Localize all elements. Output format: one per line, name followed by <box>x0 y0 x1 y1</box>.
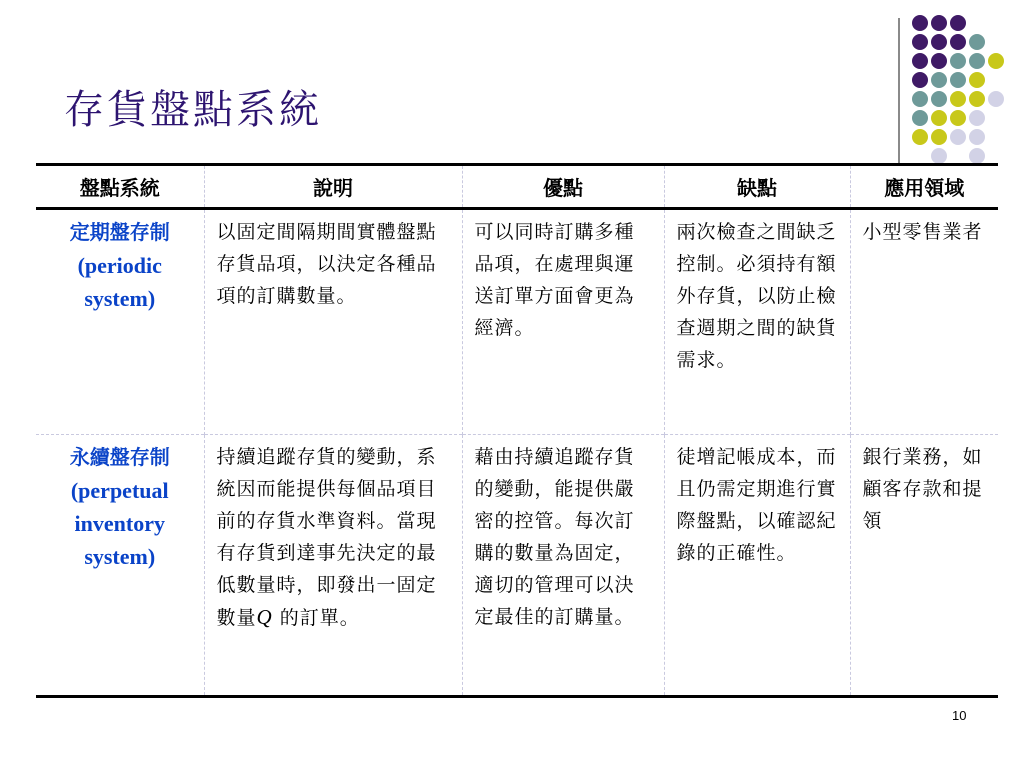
decorative-dot <box>931 15 947 31</box>
slide-title: 存貨盤點系統 <box>64 87 322 133</box>
decorative-dot <box>950 110 966 126</box>
decorative-dot <box>912 129 928 145</box>
decorative-dot <box>931 34 947 50</box>
decorative-dot <box>931 72 947 88</box>
system-name-zh: 永續盤存制 <box>69 445 170 469</box>
decorative-dot <box>931 148 947 164</box>
decorative-dot-grid <box>0 0 1024 170</box>
applications-cell: 小型零售業者 <box>850 209 998 435</box>
description-cell: 以固定間隔期間實體盤點存貨品項，以決定各種品項的訂購數量。 <box>204 209 462 435</box>
decorative-dot <box>988 91 1004 107</box>
decorative-vertical-line <box>898 18 900 163</box>
system-name-en: (periodic system) <box>77 253 162 311</box>
header-system: 盤點系統 <box>36 165 204 209</box>
decorative-dot <box>912 91 928 107</box>
decorative-dot <box>969 148 985 164</box>
table-row-periodic <box>36 209 998 435</box>
decorative-dot <box>931 91 947 107</box>
decorative-dot <box>950 129 966 145</box>
decorative-dot <box>969 34 985 50</box>
decorative-dot <box>931 129 947 145</box>
decorative-dot <box>912 53 928 69</box>
disadvantages-cell: 徒增記帳成本，而且仍需定期進行實際盤點，以確認紀錄的正確性。 <box>664 435 850 697</box>
decorative-dot <box>950 34 966 50</box>
advantages-cell: 可以同時訂購多種品項，在處理與運送訂單方面會更為經濟。 <box>462 209 664 435</box>
decorative-dot <box>950 91 966 107</box>
decorative-dot <box>931 110 947 126</box>
system-name-zh: 定期盤存制 <box>69 220 170 244</box>
header-applications: 應用領域 <box>850 165 998 209</box>
order-quantity-variable: Q <box>256 605 273 629</box>
decorative-dot <box>912 15 928 31</box>
header-advantages: 優點 <box>462 165 664 209</box>
header-disadvantages: 缺點 <box>664 165 850 209</box>
disadvantages-cell: 兩次檢查之間缺乏控制。必須持有額外存貨，以防止檢查週期之間的缺貨需求。 <box>664 209 850 435</box>
decorative-dot <box>969 53 985 69</box>
decorative-dot <box>912 72 928 88</box>
decorative-dot <box>969 91 985 107</box>
decorative-dot <box>969 72 985 88</box>
header-description: 說明 <box>204 165 462 209</box>
inventory-systems-table <box>36 163 998 698</box>
system-cell <box>36 435 204 697</box>
description-text: 持續追蹤存貨的變動，系統因而能提供每個品項目前的存貨水準資料。當現有存貨到達事先決定的最低數量時，即發出一固定數量 <box>216 446 437 629</box>
decorative-dot <box>969 110 985 126</box>
table-row-perpetual <box>36 435 998 697</box>
description-cell <box>204 435 462 697</box>
advantages-cell: 藉由持續追蹤存貨的變動，能提供嚴密的控管。每次訂購的數量為固定，適切的管理可以決定最佳的訂購量。 <box>462 435 664 697</box>
decorative-dot <box>950 15 966 31</box>
applications-cell: 銀行業務，如顧客存款和提領 <box>850 435 998 697</box>
decorative-dot <box>912 34 928 50</box>
decorative-dot <box>931 53 947 69</box>
page-number: 10 <box>952 708 967 723</box>
system-cell <box>36 209 204 435</box>
table-header-row <box>36 165 998 209</box>
decorative-dot <box>912 110 928 126</box>
decorative-dot <box>969 129 985 145</box>
decorative-dot <box>988 53 1004 69</box>
system-name-en: (perpetual inventory system) <box>70 478 169 569</box>
description-text-end: 的訂單。 <box>272 607 360 629</box>
decorative-dot <box>950 53 966 69</box>
decorative-dot <box>950 72 966 88</box>
